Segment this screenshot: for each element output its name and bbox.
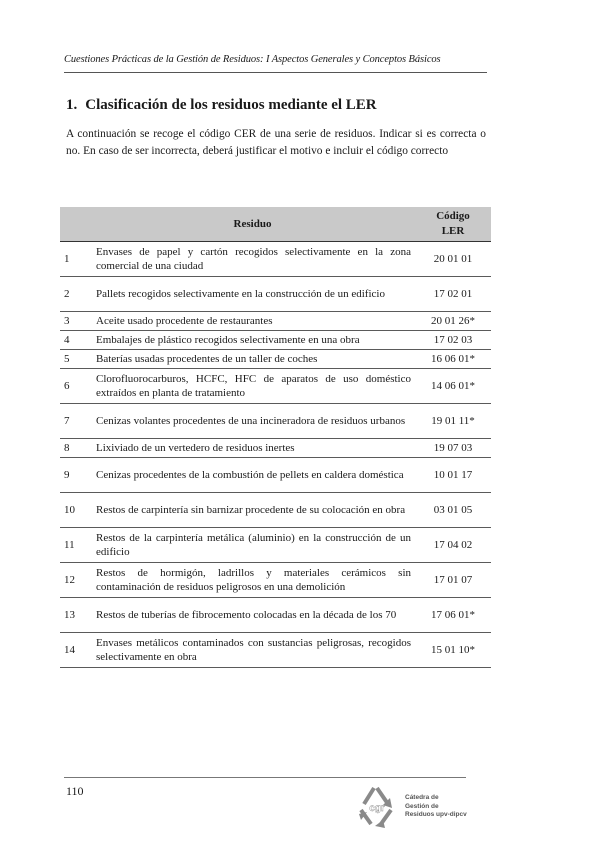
row-residuo: Envases de papel y cartón recogidos selectivamente en la zona comercial de una ciudad	[90, 242, 415, 277]
row-codigo: 15 01 10*	[415, 633, 491, 668]
table-row	[60, 350, 491, 369]
intro-paragraph: A continuación se recoge el código CER de una serie de residuos. Indicar si es correcta o no. En caso de ser incorrecta, deberá justificar el motivo e incluir el código correcto	[66, 128, 486, 157]
row-codigo: 14 06 01*	[415, 369, 491, 404]
header-residuo: Residuo	[90, 207, 415, 242]
table-row	[60, 312, 491, 331]
catedra-logo	[355, 784, 495, 828]
table-header-row	[60, 207, 491, 242]
table-row	[60, 528, 491, 563]
header-codigo-line1: Código	[436, 210, 470, 222]
row-residuo: Embalajes de plástico recogidos selectivamente en una obra	[90, 331, 415, 350]
header-codigo	[415, 207, 491, 242]
section-title-text: Clasificación de los residuos mediante el LER	[85, 97, 377, 113]
section-number: 1.	[66, 97, 78, 113]
running-header: Cuestiones Prácticas de la Gestión de Residuos: I Aspectos Generales y Conceptos Básicos	[64, 54, 441, 65]
row-number: 3	[60, 312, 90, 331]
row-codigo: 17 04 02	[415, 528, 491, 563]
row-number: 2	[60, 277, 90, 312]
row-number: 10	[60, 493, 90, 528]
table-row	[60, 633, 491, 668]
table-row	[60, 369, 491, 404]
table-row	[60, 277, 491, 312]
row-number: 9	[60, 458, 90, 493]
footer-rule	[64, 777, 466, 778]
row-residuo: Restos de carpintería sin barnizar procedente de su colocación en obra	[90, 493, 415, 528]
row-residuo: Cenizas volantes procedentes de una incineradora de residuos urbanos	[90, 404, 415, 439]
row-number: 4	[60, 331, 90, 350]
row-number: 8	[60, 439, 90, 458]
row-codigo: 20 01 01	[415, 242, 491, 277]
table-row	[60, 458, 491, 493]
row-codigo: 17 01 07	[415, 563, 491, 598]
row-codigo: 17 02 01	[415, 277, 491, 312]
row-number: 12	[60, 563, 90, 598]
row-codigo: 17 06 01*	[415, 598, 491, 633]
row-number: 7	[60, 404, 90, 439]
row-codigo: 20 01 26*	[415, 312, 491, 331]
row-codigo: 16 06 01*	[415, 350, 491, 369]
row-residuo: Restos de tuberías de fibrocemento colocadas en la década de los 70	[90, 598, 415, 633]
logo-mark-text: cgr	[369, 803, 385, 814]
header-rule	[64, 72, 487, 73]
logo-text	[405, 794, 467, 820]
table-row	[60, 404, 491, 439]
row-residuo: Restos de la carpintería metálica (aluminio) en la construcción de un edificio	[90, 528, 415, 563]
row-codigo: 19 07 03	[415, 439, 491, 458]
page-number: 110	[66, 784, 84, 798]
table-row	[60, 331, 491, 350]
row-number: 5	[60, 350, 90, 369]
row-codigo: 10 01 17	[415, 458, 491, 493]
row-residuo: Clorofluorocarburos, HCFC, HFC de aparatos de uso doméstico extraídos en planta de tratamiento	[90, 369, 415, 404]
table-row	[60, 242, 491, 277]
row-residuo: Restos de hormigón, ladrillos y materiales cerámicos sin contaminación de residuos peligrosos en una demolición	[90, 563, 415, 598]
row-residuo: Baterías usadas procedentes de un taller de coches	[90, 350, 415, 369]
logo-line1: Cátedra de	[405, 794, 439, 801]
row-codigo: 19 01 11*	[415, 404, 491, 439]
ler-table	[60, 207, 491, 668]
row-codigo: 17 02 03	[415, 331, 491, 350]
table-row	[60, 563, 491, 598]
row-number: 1	[60, 242, 90, 277]
section-title	[66, 97, 377, 114]
row-number: 6	[60, 369, 90, 404]
recycle-icon	[355, 784, 399, 828]
row-residuo: Aceite usado procedente de restaurantes	[90, 312, 415, 331]
row-residuo: Envases metálicos contaminados con sustancias peligrosas, recogidos selectivamente en obra	[90, 633, 415, 668]
logo-line3: Residuos upv-dipcv	[405, 811, 467, 818]
row-residuo: Cenizas procedentes de la combustión de pellets en caldera doméstica	[90, 458, 415, 493]
row-number: 11	[60, 528, 90, 563]
row-number: 14	[60, 633, 90, 668]
header-codigo-line2: LER	[441, 225, 465, 237]
logo-line2: Gestión de	[405, 802, 439, 810]
row-codigo: 03 01 05	[415, 493, 491, 528]
table-row	[60, 598, 491, 633]
row-residuo: Lixiviado de un vertedero de residuos inertes	[90, 439, 415, 458]
row-residuo: Pallets recogidos selectivamente en la construcción de un edificio	[90, 277, 415, 312]
row-number: 13	[60, 598, 90, 633]
header-number	[60, 207, 90, 242]
table-row	[60, 493, 491, 528]
table-row	[60, 439, 491, 458]
